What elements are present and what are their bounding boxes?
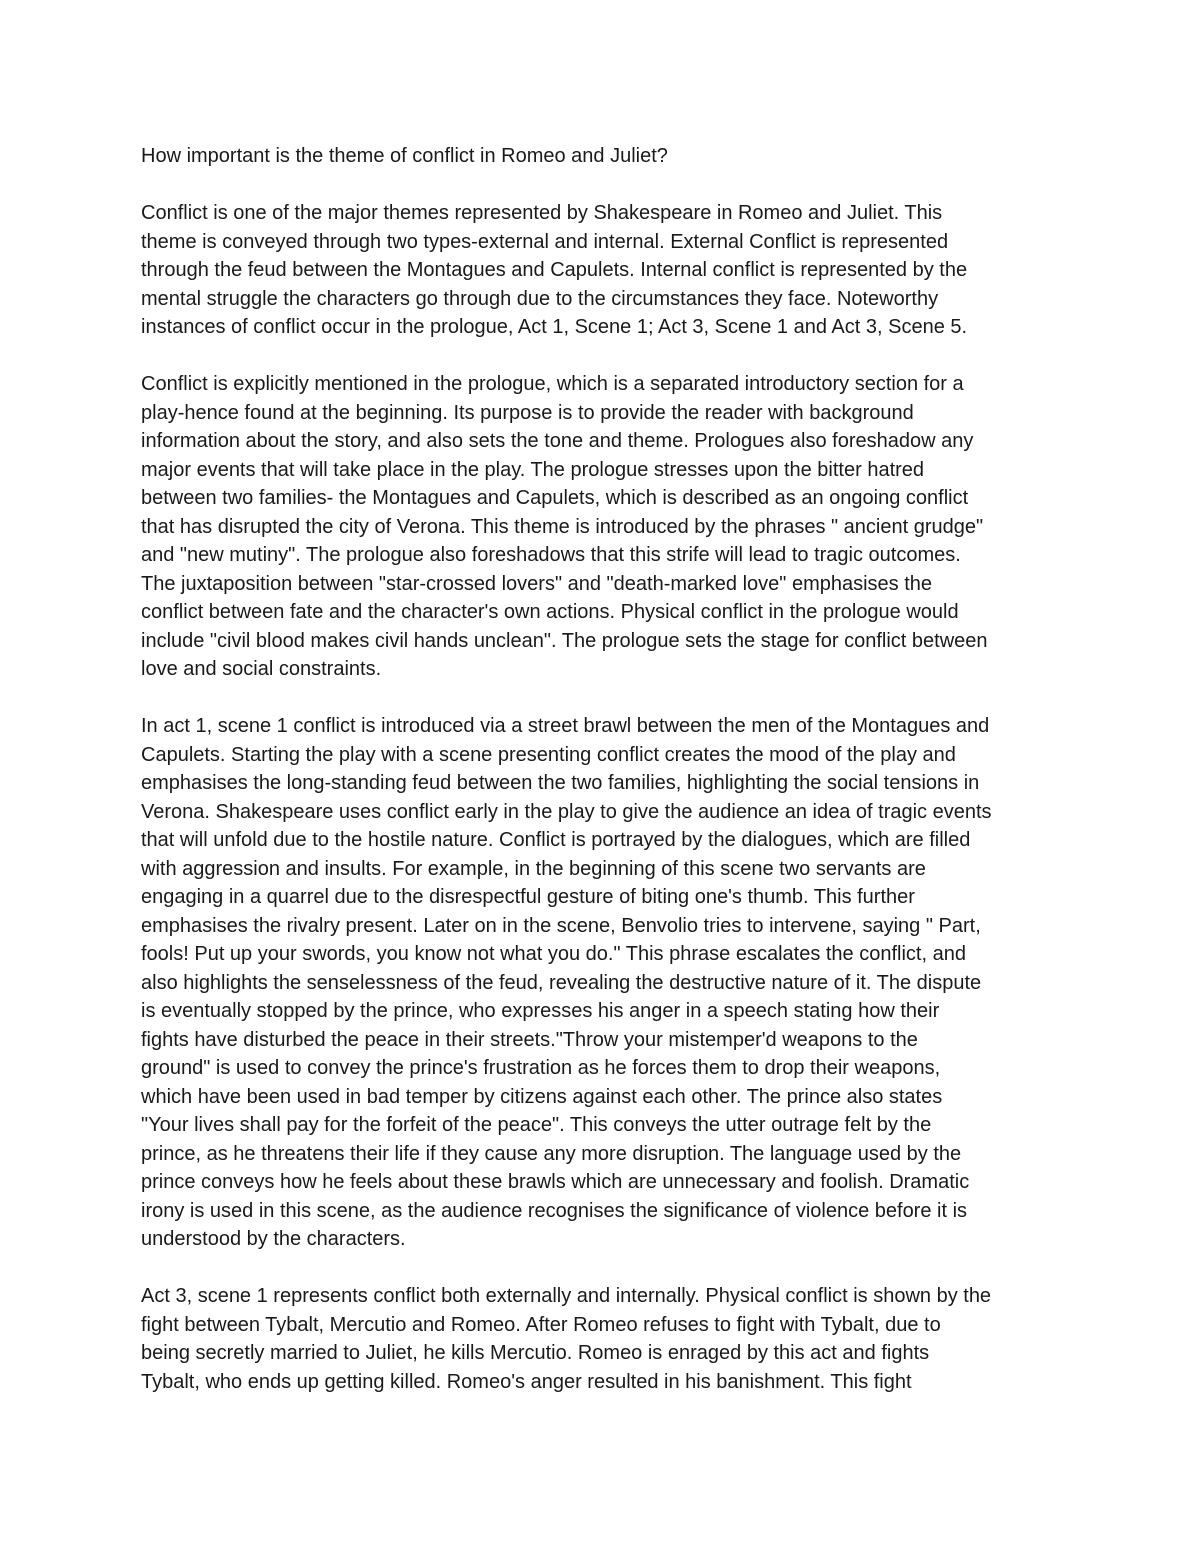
text-line: In act 1, scene 1 conflict is introduced via a street brawl between the men of the Montagues and xyxy=(141,715,990,737)
text-line: instances of conflict occur in the prologue, Act 1, Scene 1; Act 3, Scene 1 and Act 3, Scene 5. xyxy=(141,316,968,338)
text-line: Capulets. Starting the play with a scene presenting conflict creates the mood of the play and xyxy=(141,743,956,766)
text-line: engaging in a quarrel due to the disrespectful gesture of biting one's thumb. This further xyxy=(141,886,915,908)
text-line: is eventually stopped by the prince, who expresses his anger in a speech stating how their xyxy=(141,1000,940,1022)
paragraph-list xyxy=(141,199,1076,1396)
text-line: irony is used in this scene, as the audience recognises the significance of violence before it is xyxy=(141,1199,968,1222)
text-line: which have been used in bad temper by citizens against each other. The prince also states xyxy=(141,1085,943,1108)
text-line: with aggression and insults. For example, in the beginning of this scene two servants are xyxy=(141,857,926,880)
text-line: major events that will take place in the play. The prologue stresses upon the bitter hatred xyxy=(141,458,925,481)
paragraph xyxy=(141,199,1076,342)
text-line: emphasises the rivalry present. Later on in the scene, Benvolio tries to intervene, saying " Part, xyxy=(141,914,981,937)
text-line: and "new mutiny". The prologue also foreshadows that this strife will lead to tragic outcomes. xyxy=(141,544,961,566)
text-line: love and social constraints. xyxy=(141,658,382,680)
text-line: The juxtaposition between "star-crossed lovers" and "death-marked love" emphasises the xyxy=(141,572,933,595)
text-line: understood by the characters. xyxy=(141,1228,406,1250)
text-line: between two families- the Montagues and Capulets, which is described as an ongoing conflict xyxy=(141,487,969,509)
paragraph xyxy=(141,712,1076,1254)
text-line: that has disrupted the city of Verona. This theme is introduced by the phrases " ancient grudge" xyxy=(141,515,984,538)
text-line: "Your lives shall pay for the forfeit of the peace". This conveys the utter outrage felt by the xyxy=(141,1114,932,1136)
text-line: play-hence found at the beginning. Its purpose is to provide the reader with background xyxy=(141,401,914,424)
text-line: ground" is used to convey the prince's frustration as he forces them to drop their weapons, xyxy=(141,1057,941,1079)
text-line: Act 3, scene 1 represents conflict both externally and internally. Physical conflict is shown by the xyxy=(141,1285,992,1307)
paragraph xyxy=(141,1282,1076,1396)
text-line: Tybalt, who ends up getting killed. Romeo's anger resulted in his banishment. This fight xyxy=(141,1370,912,1393)
text-line: being secretly married to Juliet, he kills Mercutio. Romeo is enraged by this act and fights xyxy=(141,1342,930,1364)
text-line: mental struggle the characters go through due to the circumstances they face. Noteworthy xyxy=(141,287,939,310)
text-line: through the feud between the Montagues and Capulets. Internal conflict is represented by the xyxy=(141,259,968,281)
text-line: theme is conveyed through two types-external and internal. External Conflict is represented xyxy=(141,230,949,253)
text-line: information about the story, and also sets the tone and theme. Prologues also foreshadow any xyxy=(141,430,974,452)
text-line: that will unfold due to the hostile nature. Conflict is portrayed by the dialogues, which are filled xyxy=(141,829,971,851)
text-line: fight between Tybalt, Mercutio and Romeo. After Romeo refuses to fight with Tybalt, due to xyxy=(141,1313,941,1336)
text-line: Conflict is one of the major themes represented by Shakespeare in Romeo and Juliet. This xyxy=(141,202,943,224)
text-line: also highlights the senselessness of the feud, revealing the destructive nature of it. The dispute xyxy=(141,971,982,994)
text-line: Verona. Shakespeare uses conflict early in the play to give the audience an idea of tragic events xyxy=(141,800,992,823)
text-line: conflict between fate and the character's own actions. Physical conflict in the prologue would xyxy=(141,601,959,623)
document-body xyxy=(141,142,1076,1425)
text-line: emphasises the long-standing feud between the two families, highlighting the social tensions in xyxy=(141,772,980,794)
text-line: include "civil blood makes civil hands unclean". The prologue sets the stage for conflict between xyxy=(141,629,988,652)
paragraph xyxy=(141,370,1076,684)
text-line: fights have disturbed the peace in their streets."Throw your mistemper'd weapons to the xyxy=(141,1028,918,1051)
document-title: How important is the theme of conflict in Romeo and Juliet? xyxy=(141,145,668,167)
text-line: prince, as he threatens their life if they cause any more disruption. The language used by the xyxy=(141,1142,962,1165)
text-line: fools! Put up your swords, you know not what you do." This phrase escalates the conflict, and xyxy=(141,943,966,965)
text-line: prince conveys how he feels about these brawls which are unnecessary and foolish. Dramatic xyxy=(141,1171,970,1193)
text-line: Conflict is explicitly mentioned in the prologue, which is a separated introductory section for a xyxy=(141,373,964,395)
